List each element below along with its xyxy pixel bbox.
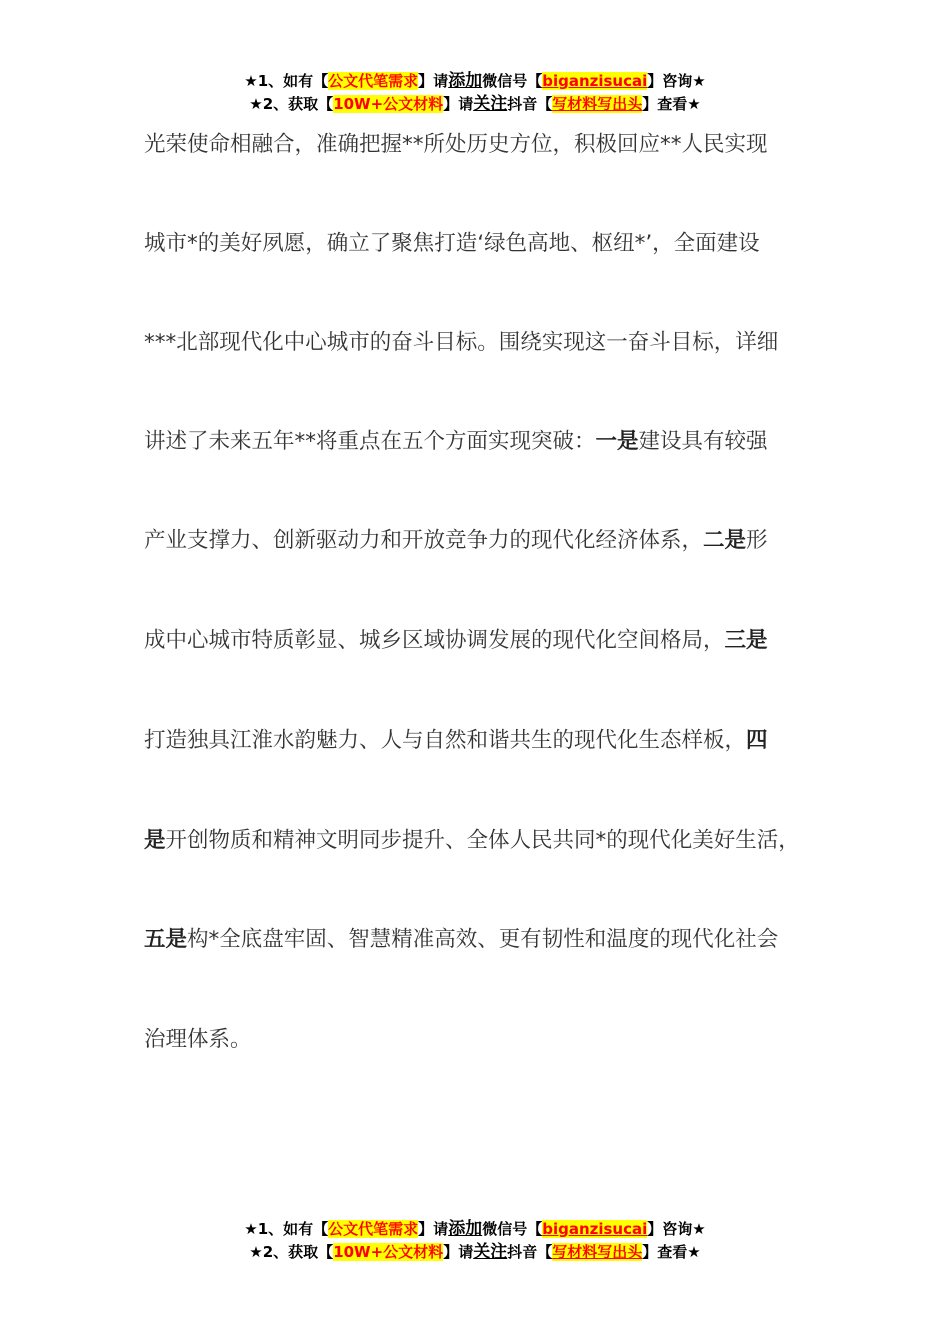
header-banner xyxy=(0,70,950,116)
banner-douyin-id: 写材料写出头 xyxy=(552,95,643,113)
body-line-4: 讲述了未来五年**将重点在五个方面实现突破：一是建设具有较强 xyxy=(144,429,768,454)
footer-douyin-id: 写材料写出头 xyxy=(552,1243,643,1261)
bold-marker-three: 三是 xyxy=(724,628,768,653)
footer-banner-line-1: ★1、如有【公文代笔需求】请添加微信号【biganzisucai】咨询★ xyxy=(244,1219,706,1239)
bold-marker-five: 五是 xyxy=(144,927,188,952)
bold-marker-two: 二是 xyxy=(703,528,747,553)
footer-banner-line-2: ★2、获取【10W+公文材料】请关注抖音【写材料写出头】查看★ xyxy=(249,1242,701,1262)
body-line-9: 五是构*全底盘牢固、智慧精准高效、更有韧性和温度的现代化社会 xyxy=(144,927,779,952)
body-line-3: ***北部现代化中心城市的奋斗目标。围绕实现这一奋斗目标，详细 xyxy=(144,330,779,355)
footer-emph-add: 添加 xyxy=(448,1219,483,1239)
body-line-2: 城市*的美好夙愿，确立了聚焦打造‘绿色高地、枢纽*’，全面建设 xyxy=(144,231,760,256)
footer-banner xyxy=(0,1218,950,1264)
banner-emph-follow: 关注 xyxy=(473,94,508,114)
body-line-10: 治理体系。 xyxy=(144,1027,252,1052)
footer-highlight-materials: 10W+公文材料 xyxy=(333,1243,444,1261)
body-line-8: 是开创物质和精神文明同步提升、全体人民共同*的现代化美好生活， xyxy=(144,828,800,853)
banner-highlight-materials: 10W+公文材料 xyxy=(333,95,444,113)
banner-line-1: ★1、如有【公文代笔需求】请添加微信号【biganzisucai】咨询★ xyxy=(244,71,706,91)
body-line-6: 成中心城市特质彰显、城乡区域协调发展的现代化空间格局，三是 xyxy=(144,628,768,653)
banner-line-2: ★2、获取【10W+公文材料】请关注抖音【写材料写出头】查看★ xyxy=(249,94,701,114)
banner-highlight-service: 公文代笔需求 xyxy=(328,72,419,90)
footer-wechat-id: biganzisucai xyxy=(542,1220,648,1238)
bold-marker-four-b: 是 xyxy=(144,828,166,853)
bold-marker-four-a: 四 xyxy=(746,728,768,753)
footer-emph-follow: 关注 xyxy=(473,1242,508,1262)
footer-highlight-service: 公文代笔需求 xyxy=(328,1220,419,1238)
banner-emph-add: 添加 xyxy=(448,71,483,91)
bold-marker-one: 一是 xyxy=(595,429,639,454)
body-line-1: 光荣使命相融合，准确把握**所处历史方位，积极回应**人民实现 xyxy=(144,132,768,157)
body-line-7: 打造独具江淮水韵魅力、人与自然和谐共生的现代化生态样板，四 xyxy=(144,728,768,753)
banner-wechat-id: biganzisucai xyxy=(542,72,648,90)
body-line-5: 产业支撑力、创新驱动力和开放竞争力的现代化经济体系，二是形 xyxy=(144,528,768,553)
